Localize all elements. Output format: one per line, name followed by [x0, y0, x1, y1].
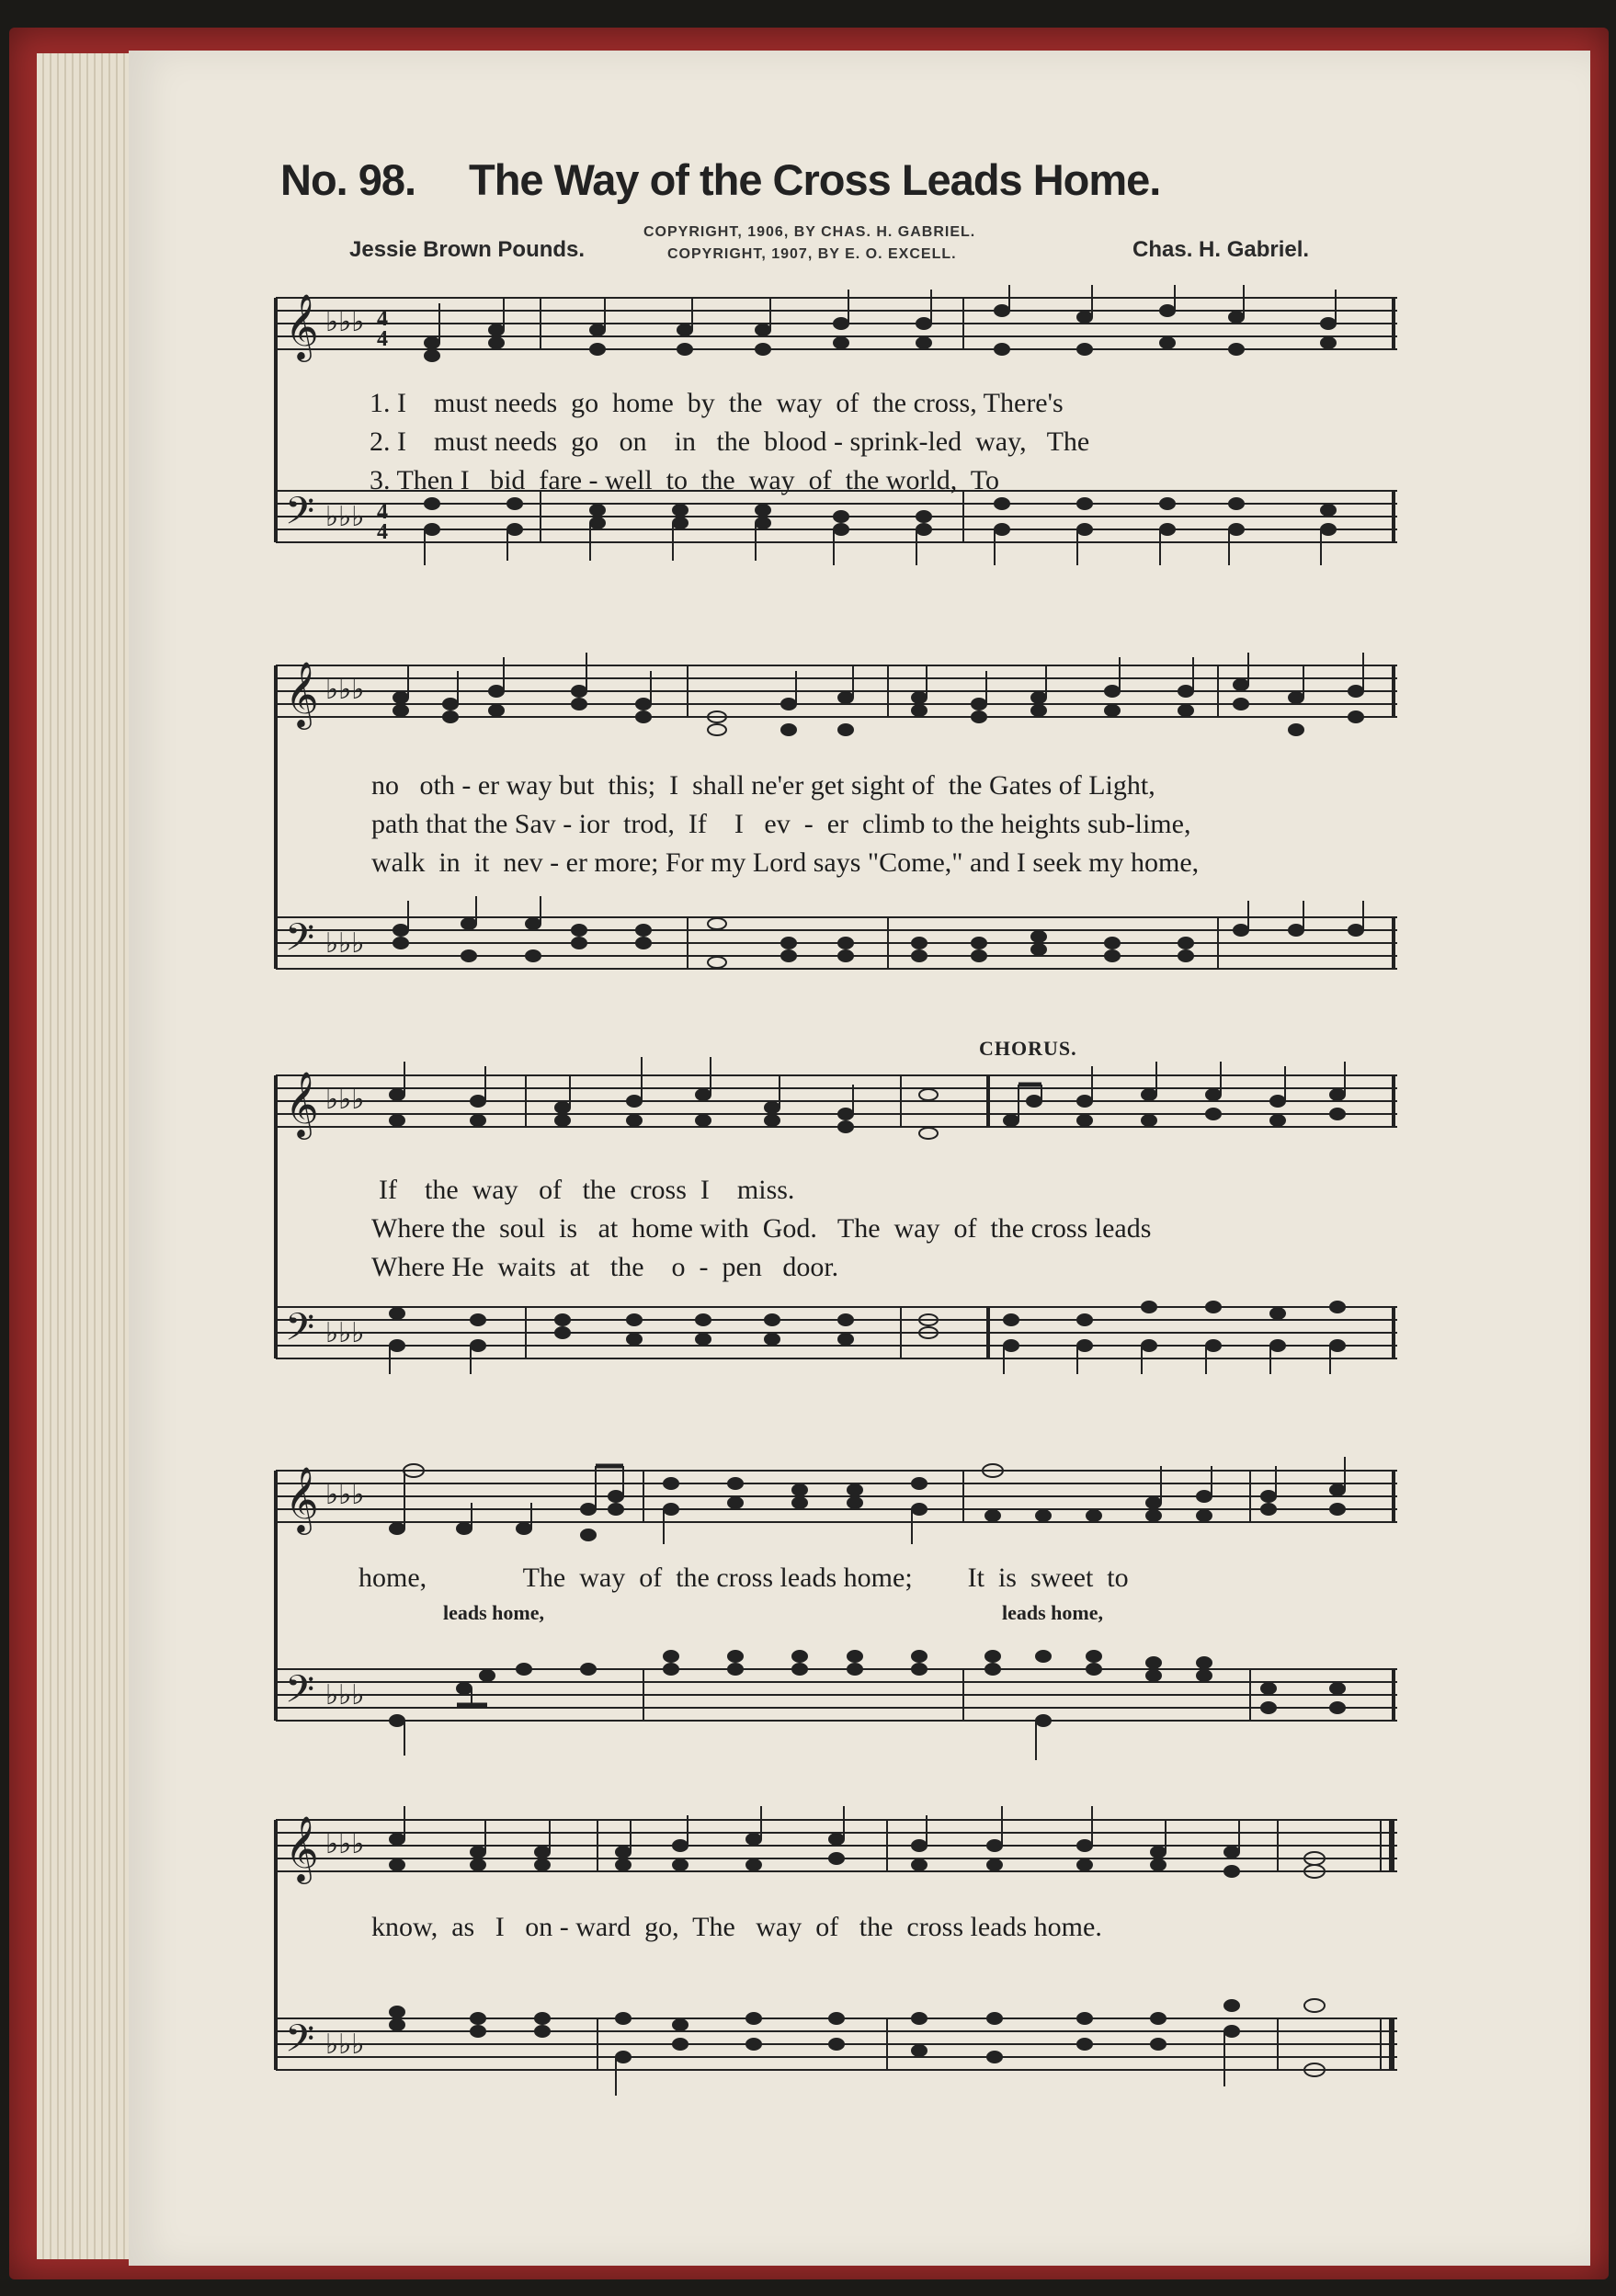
svg-text:4: 4 — [377, 500, 388, 524]
music-system-4 — [0, 1452, 1616, 1765]
svg-text:𝄢: 𝄢 — [285, 489, 315, 542]
verse-2-line: Where the soul is at home with God. The way of the cross leads — [371, 1213, 1152, 1244]
verse-2-line: path that the Sav - ior trod, If I ev - er climb to the heights sub-lime, — [371, 809, 1191, 839]
music-system-1 — [0, 285, 1616, 616]
svg-text:4: 4 — [377, 520, 388, 544]
svg-text:♭♭♭: ♭♭♭ — [325, 502, 365, 532]
chorus-line: home, The way of the cross leads home; It is sweet to — [358, 1563, 1129, 1593]
hymn-header — [280, 154, 1292, 219]
music-system-2 — [0, 653, 1616, 1011]
svg-text:♭♭♭: ♭♭♭ — [325, 1680, 365, 1711]
verse-3-line: Where He waits at the o - pen door. — [371, 1252, 839, 1282]
music-system-5 — [0, 1802, 1616, 2114]
svg-text:𝄞: 𝄞 — [285, 660, 319, 727]
chorus-label: CHORUS. — [979, 1037, 1077, 1060]
svg-text:♭♭♭: ♭♭♭ — [325, 1318, 365, 1348]
svg-text:𝄢: 𝄢 — [285, 915, 315, 969]
svg-text:♭♭♭: ♭♭♭ — [325, 675, 365, 705]
svg-text:𝄞: 𝄞 — [285, 1465, 319, 1532]
svg-text:𝄢: 𝄢 — [285, 1305, 315, 1358]
svg-text:𝄞: 𝄞 — [285, 1070, 319, 1137]
composer-credit: Chas. H. Gabriel. — [1132, 237, 1310, 262]
svg-text:4: 4 — [377, 307, 388, 331]
verse-1-line: If the way of the cross I miss. — [379, 1175, 795, 1205]
verse-3-line: 3. Then I bid fare - well to the way of the world, To — [370, 465, 999, 495]
copyright-line-2: COPYRIGHT, 1907, BY E. O. EXCELL. — [667, 246, 957, 262]
svg-text:♭♭♭: ♭♭♭ — [325, 307, 365, 337]
svg-text:♭♭♭: ♭♭♭ — [325, 928, 365, 959]
verse-1-line: 1. I must needs go home by the way of the cross, There's — [370, 388, 1064, 418]
lyricist-credit: Jessie Brown Pounds. — [349, 237, 586, 262]
grand-staff — [0, 1452, 1616, 1765]
copyright-line-1: COPYRIGHT, 1906, BY CHAS. H. GABRIEL. — [643, 224, 976, 240]
music-system-3 — [0, 1037, 1616, 1406]
chorus-line: know, as I on - ward go, The way of the cross leads home. — [371, 1912, 1102, 1942]
bass-words-2: leads home, — [1002, 1601, 1103, 1624]
svg-text:♭♭♭: ♭♭♭ — [325, 2029, 365, 2060]
svg-text:4: 4 — [377, 327, 388, 351]
svg-text:𝄢: 𝄢 — [285, 2017, 315, 2070]
hymn-number: No. 98. — [280, 155, 416, 204]
verse-2-line: 2. I must needs go on in the blood - sprink-led way, The — [370, 426, 1090, 457]
verse-3-line: walk in it nev - er more; For my Lord says "Come," and I seek my home, — [371, 847, 1200, 878]
svg-text:♭♭♭: ♭♭♭ — [325, 1085, 365, 1115]
svg-text:𝄢: 𝄢 — [285, 1667, 315, 1721]
grand-staff — [0, 1802, 1616, 2114]
hymn-title: The Way of the Cross Leads Home. — [469, 155, 1161, 204]
svg-text:𝄞: 𝄞 — [285, 292, 319, 359]
svg-text:♭♭♭: ♭♭♭ — [325, 1480, 365, 1510]
svg-text:♭♭♭: ♭♭♭ — [325, 1829, 365, 1859]
verse-1-line: no oth - er way but this; I shall ne'er get sight of the Gates of Light, — [371, 770, 1155, 801]
bass-words-1: leads home, — [443, 1601, 544, 1624]
svg-text:𝄞: 𝄞 — [285, 1814, 319, 1881]
